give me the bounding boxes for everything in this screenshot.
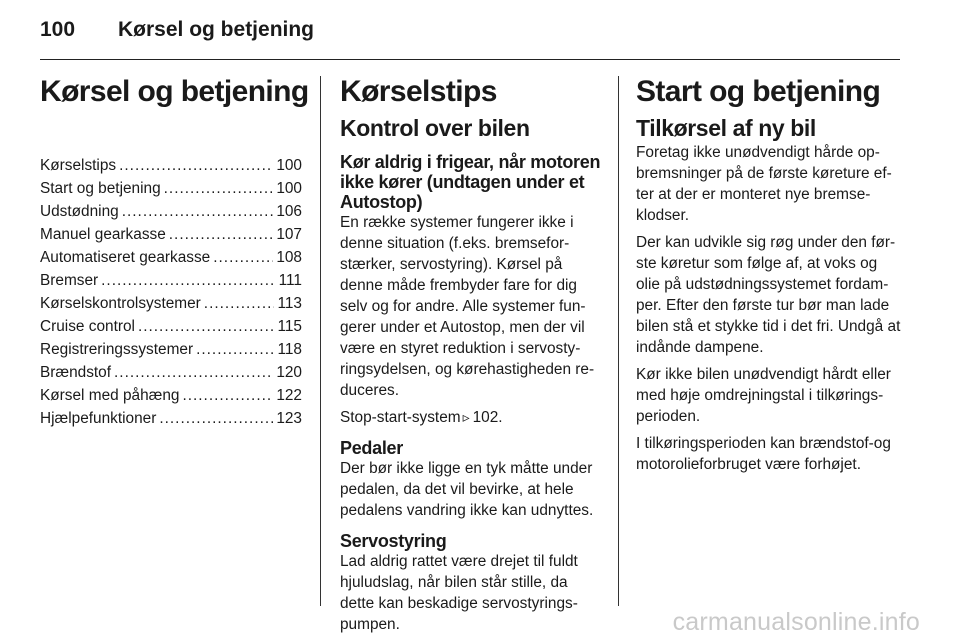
toc-page: 122 — [276, 387, 302, 404]
toc-label: Start og betjening — [40, 180, 161, 197]
toc-entry[interactable] — [40, 223, 302, 246]
toc-label: Kørselskontrolsystemer — [40, 295, 201, 312]
toc-leader — [138, 315, 275, 338]
toc-leader — [169, 223, 274, 246]
toc-leader — [213, 246, 273, 269]
toc-page: 100 — [276, 180, 302, 197]
toc-entry[interactable] — [40, 361, 302, 384]
section-title: Start og betjening — [636, 75, 881, 108]
toc-page: 106 — [276, 203, 302, 220]
toc-label: Brændstof — [40, 364, 112, 381]
xref-page: 102. — [472, 409, 503, 426]
paragraph: Foretag ikke unødvendigt hårde op-bremsninger på de første køreture ef-ter at der er monteret nye bremse-klodser. — [636, 144, 892, 224]
column-start-operation — [636, 70, 904, 475]
toc-entry[interactable] — [40, 200, 302, 223]
column-driving-tips — [340, 70, 606, 635]
toc-entry[interactable] — [40, 292, 302, 315]
paragraph: Kør ikke bilen unødvendigt hårdt eller med høje omdrejningstal i tilkørings-perioden. — [636, 366, 891, 425]
toc-label: Automatiseret gearkasse — [40, 249, 211, 266]
toc-page: 111 — [278, 272, 302, 289]
toc-entry[interactable] — [40, 338, 302, 361]
watermark: carmanualsonline.info — [672, 608, 920, 636]
toc-page: 123 — [276, 410, 302, 427]
page-reference-icon: ▹ — [462, 409, 470, 425]
column-divider — [618, 76, 619, 606]
toc-label: Cruise control — [40, 318, 135, 335]
table-of-contents — [40, 154, 302, 430]
toc-page: 118 — [277, 341, 302, 358]
toc-label: Registreringssystemer — [40, 341, 194, 358]
toc-page: 115 — [277, 318, 302, 335]
toc-leader — [196, 338, 274, 361]
subsection-title: Kontrol over bilen — [340, 115, 530, 141]
toc-label: Hjælpefunktioner — [40, 410, 157, 427]
toc-entry[interactable] — [40, 246, 302, 269]
toc-page: 113 — [277, 295, 302, 312]
power-steering-heading: Servostyring — [340, 531, 447, 551]
column-contents — [40, 70, 309, 430]
chapter-title: Kørsel og betjening — [40, 75, 309, 108]
toc-page: 107 — [276, 226, 302, 243]
toc-leader — [204, 292, 275, 315]
paragraph: I tilkøringsperioden kan brændstof-og motorolieforbruget være forhøjet. — [636, 435, 891, 473]
column-divider — [320, 76, 321, 606]
toc-label: Kørsel med påhæng — [40, 387, 180, 404]
toc-label: Udstødning — [40, 203, 119, 220]
subsection-title: Tilkørsel af ny bil — [636, 115, 816, 141]
toc-entry[interactable] — [40, 177, 302, 200]
toc-leader — [101, 269, 275, 292]
page-number: 100 — [40, 18, 76, 41]
running-head-title: Kørsel og betjening — [118, 18, 315, 41]
toc-page: 100 — [276, 157, 302, 174]
warning-paragraph: En række systemer fungerer ikke i denne situation (f.eks. bremsefor-stærker, servostyring). Kørsel på denne måde frembyder fare for dig selv og for andre. Alle systemer fun-gerer under et Autostop, men der vil være en styret reduktion i servosty-ringsydelsen, og kørehastigheden re-duceres. — [340, 214, 595, 399]
toc-entry[interactable] — [40, 269, 302, 292]
toc-leader — [182, 384, 273, 407]
xref-label: Stop-start-system — [340, 409, 461, 426]
toc-entry[interactable] — [40, 384, 302, 407]
power-steering-paragraph: Lad aldrig rattet være drejet til fuldt hjuludslag, når bilen står stille, da dette kan beskadige servostyrings-pumpen. — [340, 553, 578, 633]
toc-leader — [164, 177, 274, 200]
toc-entry[interactable] — [40, 407, 302, 430]
section-title: Kørselstips — [340, 75, 497, 108]
toc-entry[interactable] — [40, 315, 302, 338]
pedals-heading: Pedaler — [340, 438, 403, 458]
toc-label: Manuel gearkasse — [40, 226, 166, 243]
pedals-paragraph: Der bør ikke ligge en tyk måtte under pedalen, da det vil bevirke, at hele pedalens vandring ikke kan udnyttes. — [340, 460, 594, 519]
toc-label: Kørselstips — [40, 157, 117, 174]
toc-leader — [119, 154, 273, 177]
toc-leader — [114, 361, 273, 384]
toc-page: 120 — [276, 364, 302, 381]
toc-leader — [122, 200, 274, 223]
toc-entry[interactable] — [40, 154, 302, 177]
paragraph: Der kan udvikle sig røg under den før-ste køretur som følge af, at voks og olie på udstødningssystemet fordam-per. Efter den første tur bør man lade bilen stå et stykke tid i det fri. Undgå at indånde dampene. — [636, 234, 901, 356]
header-rule — [40, 59, 900, 60]
toc-label: Bremser — [40, 272, 99, 289]
cross-reference[interactable] — [340, 407, 606, 428]
toc-page: 108 — [276, 249, 302, 266]
toc-leader — [159, 407, 273, 430]
warning-heading: Kør aldrig i frigear, når motoren ikke kører (undtagen under et Autostop) — [340, 152, 601, 212]
